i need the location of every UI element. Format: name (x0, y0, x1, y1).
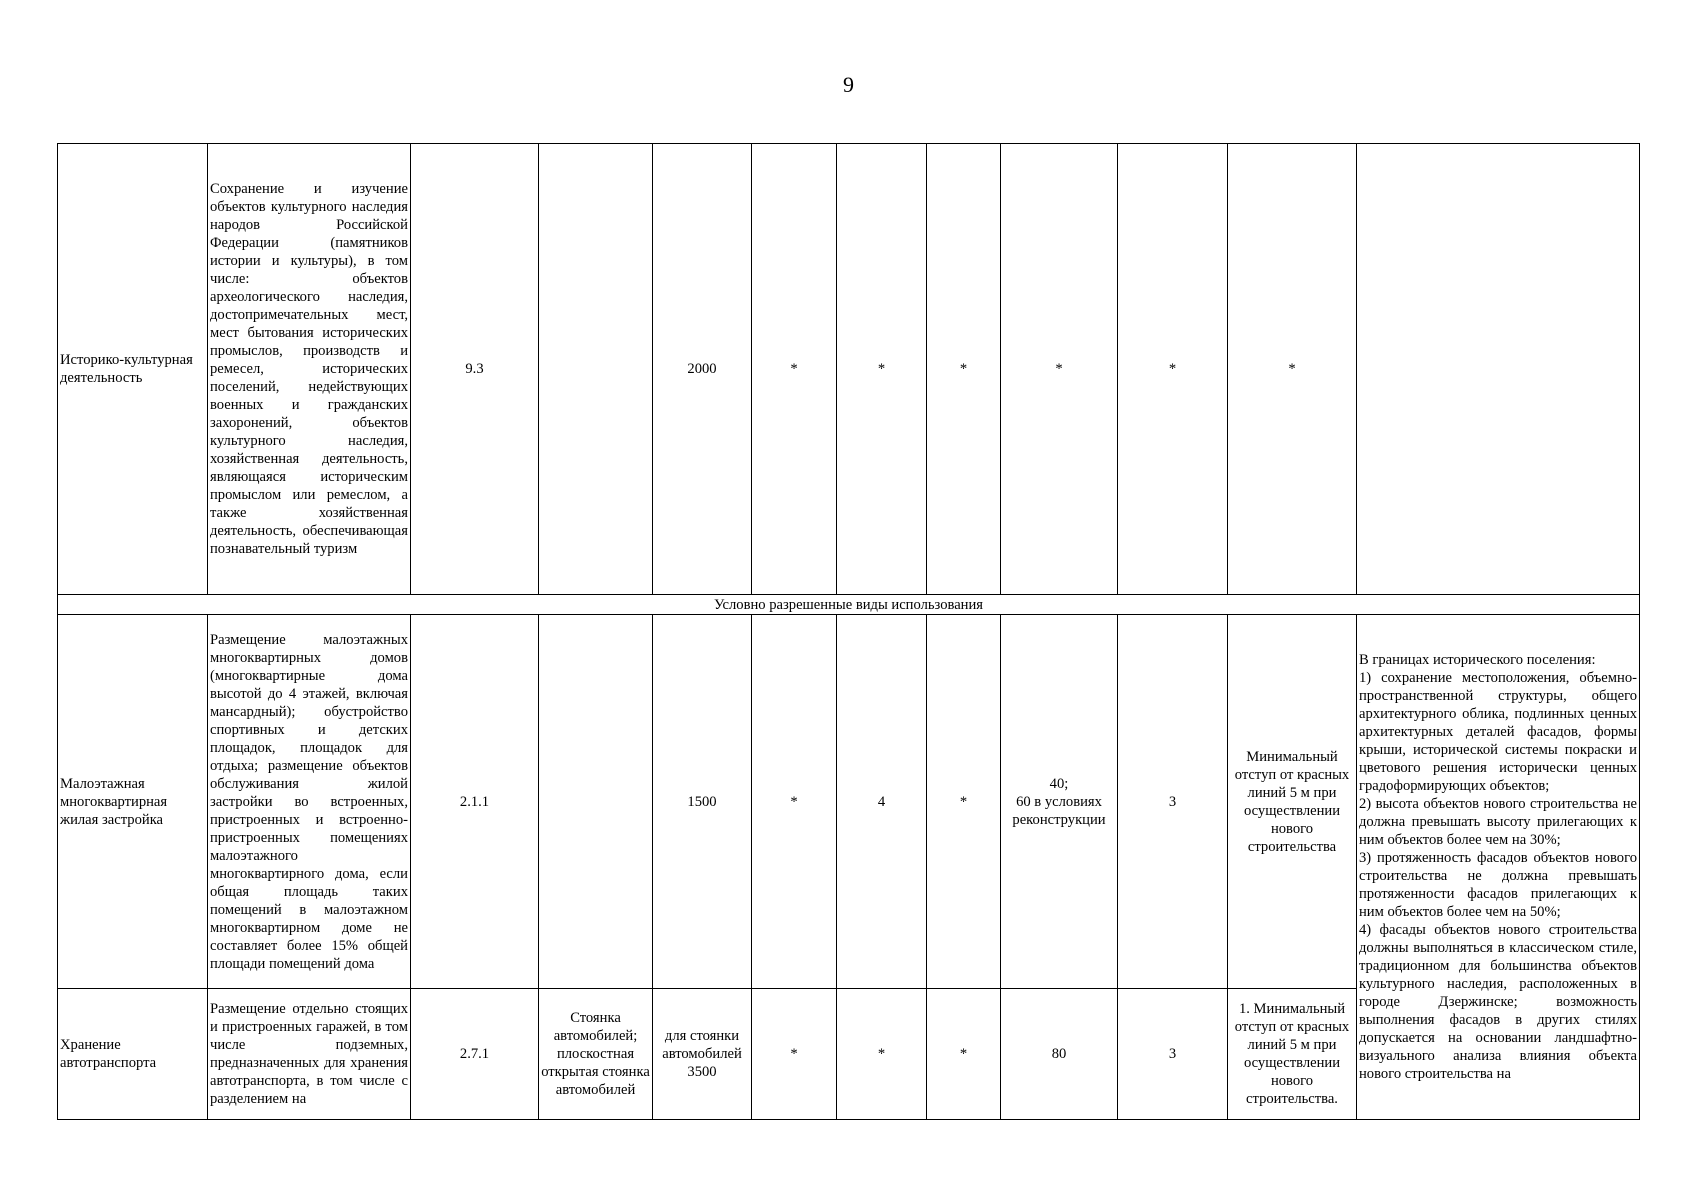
min-area-cell: для стоянки автомобилей 3500 (653, 989, 752, 1120)
table-row (58, 144, 1640, 595)
param-cell: * (752, 144, 837, 595)
use-code-cell: 9.3 (411, 144, 539, 595)
auxiliary-use-cell (539, 144, 653, 595)
section-title: Условно разрешенные виды использования (58, 595, 1640, 615)
param-cell: * (752, 615, 837, 989)
param-cell: 80 (1001, 989, 1118, 1120)
notes-line: 1) сохранение местоположения, объемно-пространственной структуры, общего архитектурного облика, подлинных ценных архитектурных деталей фасадов, формы крыши, исторической системы покраски и цветового решения исторически ценных градоформирующих объектов; (1359, 670, 1637, 794)
param-cell: * (927, 989, 1001, 1120)
param-cell (1001, 615, 1118, 989)
use-name-cell: Малоэтажная многоквартирная жилая застройка (58, 615, 208, 989)
param-cell: 3 (1118, 989, 1228, 1120)
use-name-cell: Хранение автотранспорта (58, 989, 208, 1120)
notes-line: 2) высота объектов нового строительства не должна превышать высоту прилегающих к ним объектов более чем на 30%; (1359, 796, 1637, 848)
auxiliary-use-cell (539, 615, 653, 989)
param-cell: * (837, 989, 927, 1120)
param-cell: * (1228, 144, 1357, 595)
section-title-row (58, 595, 1640, 615)
notes-cell (1357, 144, 1640, 595)
use-code-cell: 2.1.1 (411, 615, 539, 989)
use-name-cell: Историко-культурная деятельность (58, 144, 208, 595)
param-cell: * (927, 615, 1001, 989)
min-area-cell: 2000 (653, 144, 752, 595)
param-cell: 1. Минимальный отступ от красных линий 5 м при осуществлении нового строительства. (1228, 989, 1357, 1120)
min-area-cell: 1500 (653, 615, 752, 989)
notes-line: В границах исторического поселения: (1359, 652, 1596, 668)
param-cell: 3 (1118, 615, 1228, 989)
use-description-cell: Размещение отдельно стоящих и пристроенных гаражей, в том числе подземных, предназначенных для хранения автотранспорта, в том числе с разделением на (208, 989, 411, 1120)
coverage-reconstruction: 60 в условиях реконструкции (1012, 793, 1106, 828)
param-cell: * (927, 144, 1001, 595)
use-description-cell: Сохранение и изучение объектов культурного наследия народов Российской Федерации (памятников истории и культуры), в том числе: объектов археологического наследия, достопримечательных мест, мест бытования исторических промыслов, производств и ремесел, исторических поселений, недействующих военных и гражданских захоронений, объектов культурного наследия, хозяйственная деятельность, являющаяся историческим промыслом или ремеслом, а также хозяйственная деятельность, обеспечивающая познавательный туризм (208, 144, 411, 595)
notes-line: 3) протяженность фасадов объектов нового строительства не должна превышать протяженности фасадов прилегающих к ним объектов более чем на 50%; (1359, 850, 1637, 920)
param-cell: * (1001, 144, 1118, 595)
table-row (58, 615, 1640, 989)
param-cell: 4 (837, 615, 927, 989)
param-cell: Минимальный отступ от красных линий 5 м при осуществлении нового строительства (1228, 615, 1357, 989)
param-cell: * (752, 989, 837, 1120)
use-code-cell: 2.7.1 (411, 989, 539, 1120)
notes-line: 4) фасады объектов нового строительства должны выполняться в классическом стиле, традиционном для большинства объектов культурного наследия, расположенных в городе Дзержинске; возможность выполнения фасадов в других стилях допускается на основании ландшафтно-визуального анализа влияния объекта нового строительства на (1359, 922, 1637, 1082)
regulations-table (57, 143, 1640, 1120)
param-cell: * (1118, 144, 1228, 595)
auxiliary-use-cell: Стоянка автомобилей; плоскостная открытая стоянка автомобилей (539, 989, 653, 1120)
page-number: 9 (843, 72, 854, 97)
notes-cell (1357, 615, 1640, 1120)
coverage-value: 40; (1049, 775, 1069, 792)
param-cell: * (837, 144, 927, 595)
use-description-cell: Размещение малоэтажных многоквартирных домов (многоквартирные дома высотой до 4 этажей, включая мансардный); обустройство спортивных и детских площадок, площадок для отдыха; размещение объектов обслуживания жилой застройки во встроенных, пристроенных и встроенно-пристроенных помещениях малоэтажного многоквартирного дома, если общая площадь таких помещений в малоэтажном многоквартирном доме не составляет более 15% общей площади помещений дома (208, 615, 411, 989)
